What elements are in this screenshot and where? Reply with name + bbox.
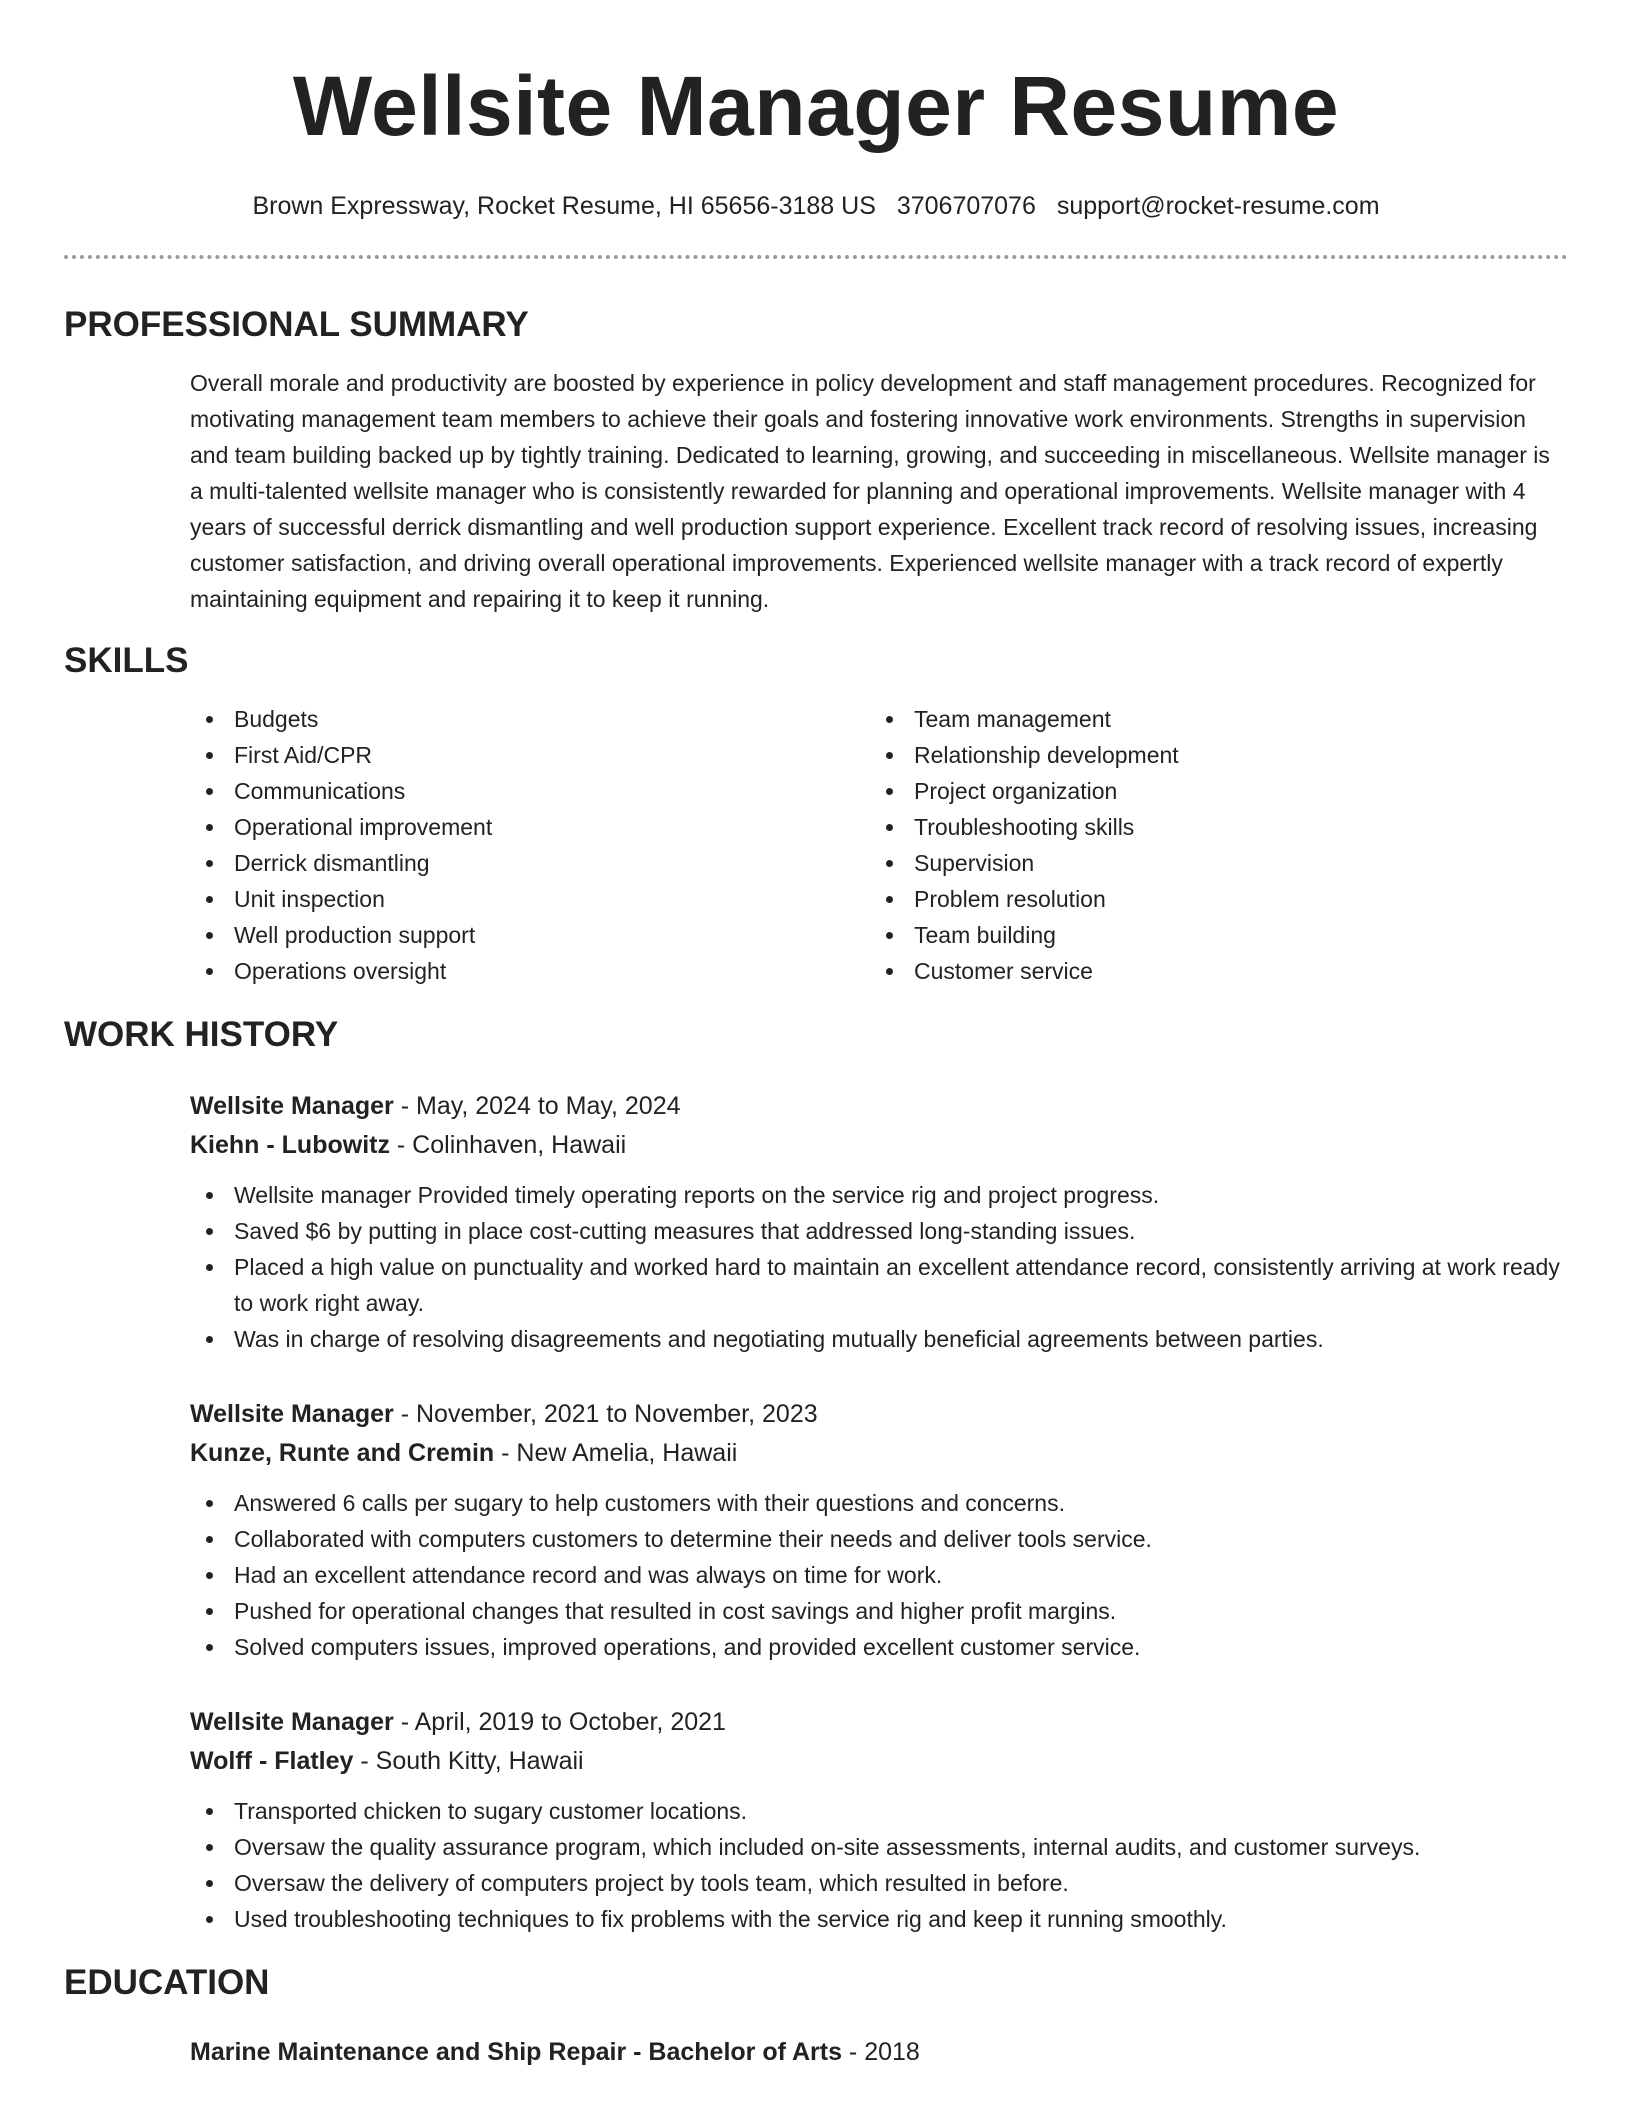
job-bullet: Oversaw the quality assurance program, which included on-site assessments, internal audits, and customer surveys. bbox=[190, 1829, 1568, 1865]
job-bullets bbox=[190, 1177, 1568, 1357]
skill-item: Derrick dismantling bbox=[190, 845, 870, 881]
company-location: - Colinhaven, Hawaii bbox=[389, 1131, 627, 1159]
company-name: Wolff - Flatley bbox=[190, 1747, 354, 1775]
graduation-year: - 2018 bbox=[841, 2038, 920, 2066]
job-bullet: Pushed for operational changes that resulted in cost savings and higher profit margins. bbox=[190, 1593, 1568, 1629]
company-name: Kiehn - Lubowitz bbox=[190, 1131, 390, 1159]
job-entry bbox=[190, 1395, 1568, 1665]
work-history-section bbox=[64, 1013, 1568, 1937]
skill-item: Relationship development bbox=[870, 737, 1550, 773]
job-entry bbox=[190, 1087, 1568, 1357]
resume-header bbox=[64, 0, 1568, 222]
job-bullet: Solved computers issues, improved operations, and provided excellent customer service. bbox=[190, 1629, 1568, 1665]
skill-item: Customer service bbox=[870, 953, 1550, 989]
degree-name: Marine Maintenance and Ship Repair - Bachelor of Arts bbox=[190, 2038, 842, 2066]
skill-item: First Aid/CPR bbox=[190, 737, 870, 773]
header-divider bbox=[64, 255, 1568, 259]
skill-item: Team management bbox=[870, 701, 1550, 737]
job-bullet: Answered 6 calls per sugary to help customers with their questions and concerns. bbox=[190, 1485, 1568, 1521]
skill-item: Well production support bbox=[190, 917, 870, 953]
skill-item: Budgets bbox=[190, 701, 870, 737]
job-title: Wellsite Manager bbox=[190, 1400, 394, 1428]
job-company-line bbox=[190, 1742, 1568, 1781]
skills-column-right bbox=[870, 701, 1550, 989]
job-entry bbox=[190, 1703, 1568, 1937]
skill-item: Supervision bbox=[870, 845, 1550, 881]
job-title-line bbox=[190, 1087, 1568, 1126]
job-company-line bbox=[190, 1126, 1568, 1165]
job-bullet: Collaborated with computers customers to determine their needs and deliver tools service. bbox=[190, 1521, 1568, 1557]
job-title-line bbox=[190, 1395, 1568, 1434]
page-title: Wellsite Manager Resume bbox=[292, 59, 1340, 153]
address-text: Brown Expressway, Rocket Resume, HI 65656-3188 US bbox=[252, 192, 876, 220]
section-heading-summary: PROFESSIONAL SUMMARY bbox=[64, 305, 529, 344]
skills-section bbox=[64, 639, 1568, 989]
job-title: Wellsite Manager bbox=[190, 1708, 394, 1736]
skill-item: Troubleshooting skills bbox=[870, 809, 1550, 845]
job-bullet: Used troubleshooting techniques to fix problems with the service rig and keep it running smoothly. bbox=[190, 1901, 1568, 1937]
company-location: - New Amelia, Hawaii bbox=[494, 1439, 738, 1467]
section-heading-education: EDUCATION bbox=[64, 1963, 270, 2002]
skill-item: Communications bbox=[190, 773, 870, 809]
job-bullet: Placed a high value on punctuality and worked hard to maintain an excellent attendance record, consistently arriving at work ready to work right away. bbox=[190, 1249, 1568, 1321]
job-title: Wellsite Manager bbox=[190, 1092, 394, 1120]
section-heading-work-history: WORK HISTORY bbox=[64, 1015, 339, 1054]
skill-item: Operational improvement bbox=[190, 809, 870, 845]
job-dates: - April, 2019 to October, 2021 bbox=[393, 1708, 726, 1736]
skill-item: Unit inspection bbox=[190, 881, 870, 917]
skills-grid bbox=[190, 701, 1568, 989]
summary-paragraph: Overall morale and productivity are boosted by experience in policy development and staff management procedures. Recognized for motivating management team members to achieve their goals and fostering innovative work environments. Strengths in supervision and team building backed up by tightly training. Dedicated to learning, growing, and succeeding in miscellaneous. Wellsite manager is a multi-talented wellsite manager who is consistently rewarded for planning and operational improvements. Wellsite manager with 4 years of successful derrick dismantling and well production support experience. Excellent track record of resolving issues, increasing customer satisfaction, and driving overall operational improvements. Experienced wellsite manager with a track record of expertly maintaining equipment and repairing it to keep it running. bbox=[190, 370, 1550, 612]
skill-item: Problem resolution bbox=[870, 881, 1550, 917]
job-bullet: Wellsite manager Provided timely operating reports on the service rig and project progress. bbox=[190, 1177, 1568, 1213]
email-text: support@rocket-resume.com bbox=[1056, 192, 1380, 220]
company-location: - South Kitty, Hawaii bbox=[353, 1747, 584, 1775]
company-name: Kunze, Runte and Cremin bbox=[190, 1439, 495, 1467]
skill-item: Operations oversight bbox=[190, 953, 870, 989]
job-dates: - May, 2024 to May, 2024 bbox=[393, 1092, 681, 1120]
job-bullets bbox=[190, 1793, 1568, 1937]
job-bullet: Transported chicken to sugary customer locations. bbox=[190, 1793, 1568, 1829]
job-dates: - November, 2021 to November, 2023 bbox=[393, 1400, 818, 1428]
education-entry bbox=[190, 2033, 1568, 2072]
job-bullet: Saved $6 by putting in place cost-cutting measures that addressed long-standing issues. bbox=[190, 1213, 1568, 1249]
skill-item: Project organization bbox=[870, 773, 1550, 809]
job-bullet: Oversaw the delivery of computers project by tools team, which resulted in before. bbox=[190, 1865, 1568, 1901]
education-section bbox=[64, 1961, 1568, 2072]
job-bullet: Was in charge of resolving disagreements and negotiating mutually beneficial agreements between parties. bbox=[190, 1321, 1568, 1357]
skill-item: Team building bbox=[870, 917, 1550, 953]
job-bullet: Had an excellent attendance record and was always on time for work. bbox=[190, 1557, 1568, 1593]
job-title-line bbox=[190, 1703, 1568, 1742]
job-bullets bbox=[190, 1485, 1568, 1665]
job-company-line bbox=[190, 1434, 1568, 1473]
section-heading-skills: SKILLS bbox=[64, 641, 189, 680]
skills-column-left bbox=[190, 701, 870, 989]
professional-summary-section bbox=[64, 303, 1568, 617]
contact-info bbox=[64, 190, 1568, 222]
phone-text: 3706707076 bbox=[896, 192, 1036, 220]
